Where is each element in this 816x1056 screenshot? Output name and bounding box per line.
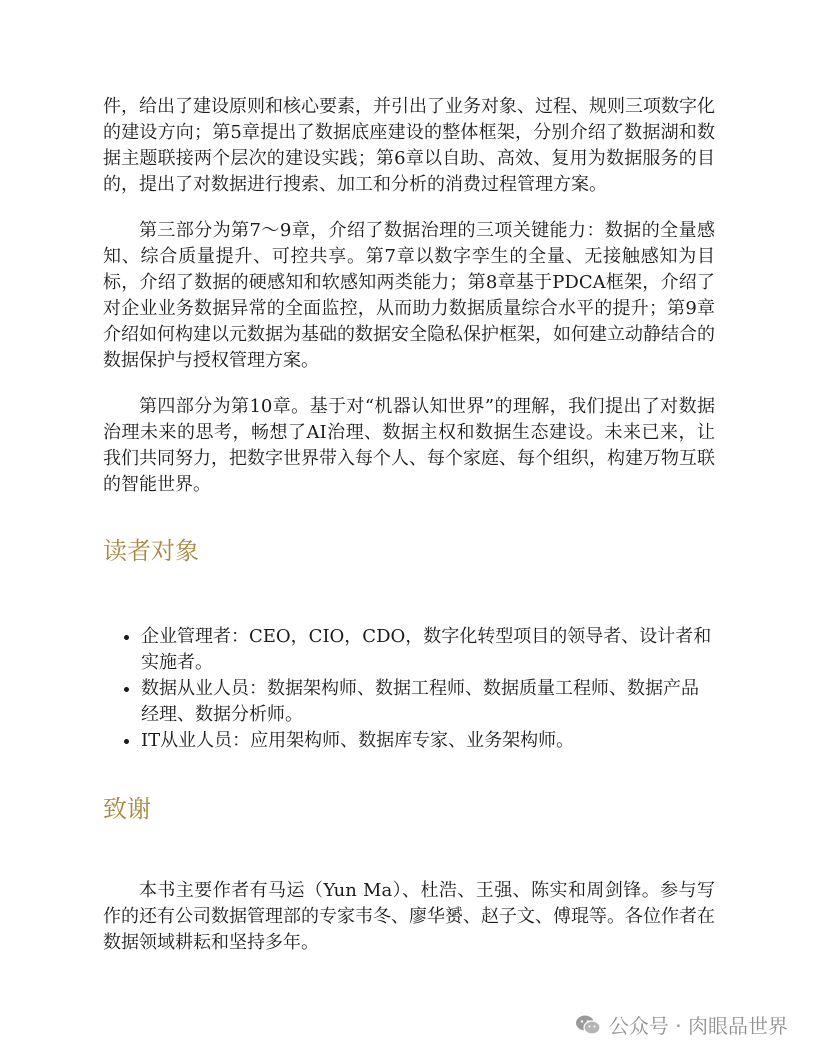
readers-list — [103, 624, 715, 754]
wechat-icon — [575, 1014, 601, 1036]
paragraph-intro-2: 第三部分为第7～9章，介绍了数据治理的三项关键能力：数据的全量感知、综合质量提升、可控共享。第7章以数字孪生的全量、无接触感知为目标，介绍了数据的硬感知和软感知两类能力；第8章基于PDCA框架，介绍了对企业业务数据异常的全面监控，从而助力数据质量综合水平的提升；第9章介绍如何构建以元数据为基础的数据安全隐私保护框架，如何建立动静结合的数据保护与授权管理方案。 — [103, 220, 715, 371]
watermark — [575, 1010, 788, 1039]
list-item: • 企业管理者：CEO，CIO，CDO，数字化转型项目的领导者、设计者和实施者。 — [141, 624, 715, 676]
section-heading-thanks: 致谢 — [103, 795, 151, 823]
list-item: • 数据从业人员：数据架构师、数据工程师、数据质量工程师、数据产品经理、数据分析师。 — [141, 676, 715, 728]
paragraph-thanks: 本书主要作者有马运（Yun Ma）、杜浩、王强、陈实和周剑锋。参与写作的还有公司数据管理部的专家韦冬、廖华赟、赵子文、傅琨等。各位作者在数据领域耕耘和坚持多年。 — [103, 880, 715, 953]
watermark-text: 公众号 · 肉眼品世界 — [608, 1014, 788, 1038]
paragraph-intro-3: 第四部分为第10章。基于对“机器认知世界”的理解，我们提出了对数据治理未来的思考，畅想了AI治理、数据主权和数据生态建设。未来已来，让我们共同努力，把数字世界带入每个人、每个家庭、每个组织，构建万物互联的智能世界。 — [103, 396, 715, 495]
paragraph-intro-1: 件，给出了建设原则和核心要素，并引出了业务对象、过程、规则三项数字化的建设方向；第5章提出了数据底座建设的整体框架，分别介绍了数据湖和数据主题联接两个层次的建设实践；第6章以自助、高效、复用为数据服务的目的，提出了对数据进行搜索、加工和分析的消费过程管理方案。 — [103, 96, 715, 195]
document-page — [103, 94, 715, 956]
list-item: • IT从业人员：应用架构师、数据库专家、业务架构师。 — [141, 728, 715, 754]
section-heading-readers: 读者对象 — [103, 537, 199, 565]
